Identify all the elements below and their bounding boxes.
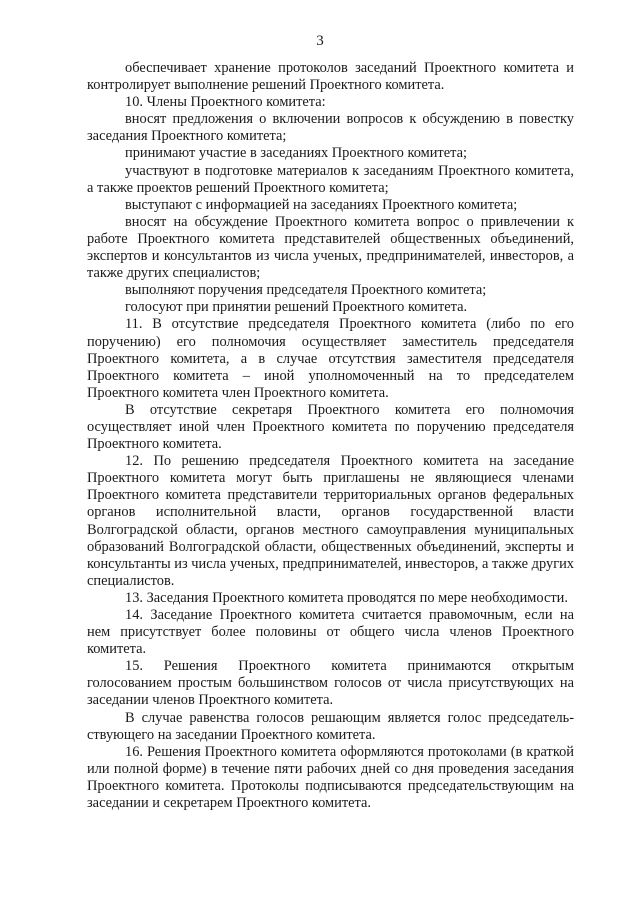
- paragraph: 11. В отсутствие председателя Проектного комитета (либо по его поручению) его полномочия осуществляет заместитель председателя Проектного комитета, а в случае отсутствия заместителя председателя Проектного комитета – иной уполномоченный на то председателем Проектного комитета член Проектного комитета.: [87, 316, 574, 401]
- paragraph: голосуют при принятии решений Проектного комитета.: [125, 299, 468, 316]
- paragraph: 14. Заседание Проектного комитета считается правомочным, если на нем присутствует более половины от общего числа членов Проектного комитета.: [87, 607, 574, 658]
- paragraph: вносят на обсуждение Проектного комитета вопрос о привлечении к работе Проектного комитета представителей общественных объединений, экспертов и консультантов из числа ученых, предпринимателей, инвесторов, а также других специалистов;: [87, 213, 574, 282]
- paragraph: 13. Заседания Проектного комитета проводятся по мере необходимости.: [125, 589, 568, 606]
- paragraph: обеспечивает хранение протоколов заседаний Проектного комитета и контролирует выполнение решений Проектного комитета.: [87, 60, 574, 94]
- paragraph: принимают участие в заседаниях Проектного комитета;: [125, 145, 467, 162]
- paragraph: В отсутствие секретаря Проектного комитета его полномочия осуществляет иной член Проектного комитета по поручению председателя Проектного комитета.: [87, 401, 574, 453]
- paragraph: В случае равенства голосов решающим является голос председатель-ствующего на заседании Проектного комитета.: [87, 709, 574, 743]
- paragraph: выступают с информацией на заседаниях Проектного комитета;: [125, 196, 518, 213]
- paragraph: 15. Решения Проектного комитета принимаются открытым голосованием простым большинством голосов от числа присутствующих на заседании членов Проектного комитета.: [87, 658, 574, 709]
- paragraph: участвуют в подготовке материалов к заседаниям Проектного комитета, а также проектов решений Проектного комитета;: [87, 162, 574, 196]
- document-body: [87, 60, 574, 812]
- paragraph: 12. По решению председателя Проектного комитета на заседание Проектного комитета могут быть приглашены не являющиеся членами Проектного комитета представители территориальных органов федеральных органов исполнительной власти, органов государственной власти Волгоградской области, органов местного самоуправления муниципальных образований Волгоградской области, общественных объединений, эксперты и консультанты из числа ученых, предпринимателей, инвесторов, а также других специалистов.: [87, 453, 574, 589]
- paragraph: 10. Члены Проектного комитета:: [125, 94, 326, 111]
- paragraph: выполняют поручения председателя Проектного комитета;: [125, 282, 487, 299]
- page-number: 3: [316, 33, 324, 49]
- paragraph: вносят предложения о включении вопросов к обсуждению в повестку заседания Проектного комитета;: [87, 111, 574, 145]
- paragraph: 16. Решения Проектного комитета оформляются протоколами (в краткой или полной форме) в течение пяти рабочих дней со дня проведения заседания Проектного комитета. Протоколы подписываются председательствующим на заседании и секретарем Проектного комитета.: [87, 743, 574, 812]
